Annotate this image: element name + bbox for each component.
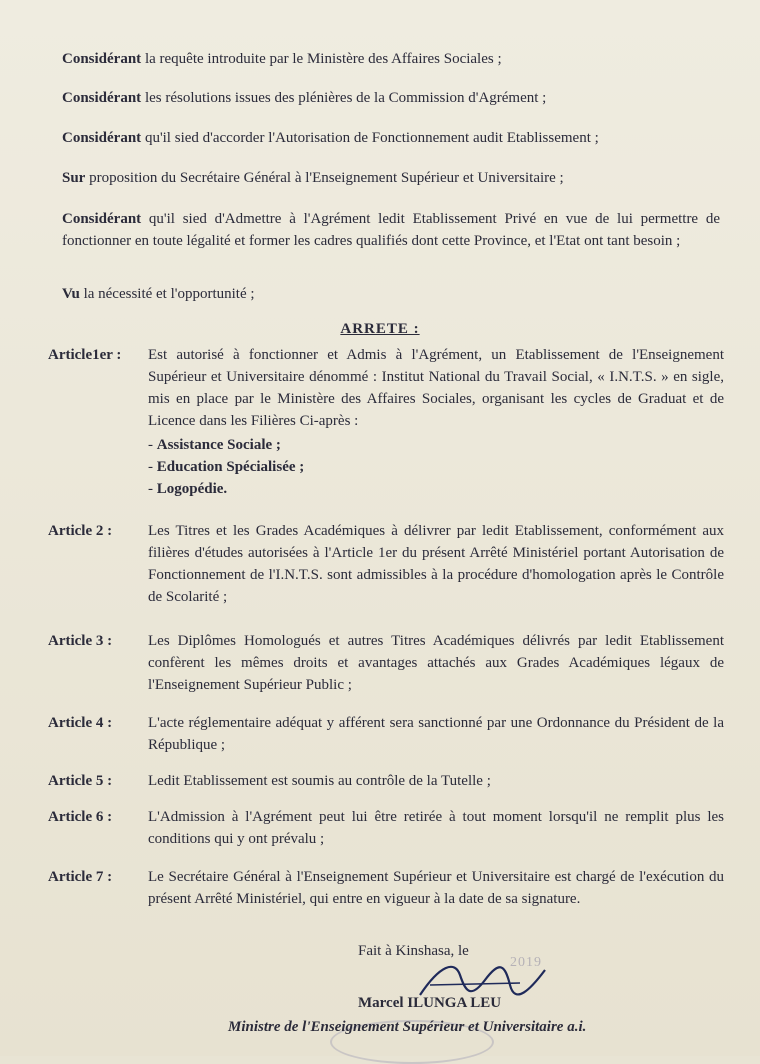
article-5: [48, 770, 724, 792]
article-text: L'acte réglementaire adéquat y afférent sera sanctionné par une Ordonnance du Président de la République ;: [148, 715, 724, 753]
article-text: Le Secrétaire Général à l'Enseignement Supérieur et Universitaire est chargé de l'exécution du présent Arrêté Ministériel, qui entre en vigueur à la date de sa signature.: [148, 869, 724, 907]
article-6: [48, 806, 724, 850]
preamble-line-1: [62, 48, 720, 70]
preamble-text: qu'il sied d'Admettre à l'Agrément ledit Etablissement Privé en vue de lui permettre de fonctionner en toute légalité et former les cadres qualifiés dont cette Province, et l'Etat ont tant besoin ;: [62, 211, 720, 249]
article-text: Les Diplômes Homologués et autres Titres Académiques délivrés par ledit Etablissement confèrent les mêmes droits et avantages attachés aux Grades Académiques légaux de l'Enseignement Supérieur Public ;: [148, 633, 724, 693]
article-text: [148, 344, 724, 500]
article-label: Article1er :: [48, 347, 122, 363]
preamble-text: les résolutions issues des plénières de la Commission d'Agrément ;: [141, 90, 547, 106]
preamble-lead: Considérant: [62, 90, 142, 106]
article-label: Article 6 :: [48, 809, 113, 825]
preamble-line-6: [62, 283, 720, 305]
article-text: Les Titres et les Grades Académiques à délivrer par ledit Etablissement, conformément aux filières d'études autorisées à l'Article 1er du présent Arrêté Ministériel portant Autorisation de Fonctionnement de l'I.N.T.S. sont admissibles à la procédure d'homologation après le Contrôle de Scolarité ;: [148, 523, 724, 605]
preamble-line-4: [62, 167, 720, 189]
article-label: Article 3 :: [48, 633, 113, 649]
preamble-lead: Considérant: [62, 51, 142, 67]
programs-list: [148, 434, 724, 500]
article-label: Article 2 :: [48, 523, 113, 539]
preamble-line-5: [62, 208, 720, 252]
article-label: Article 5 :: [48, 773, 113, 789]
article-label: Article 4 :: [48, 715, 113, 731]
list-item: - Assistance Sociale ;: [148, 434, 724, 456]
preamble-line-2: [62, 87, 720, 109]
signing-place: Fait à Kinshasa, le: [358, 943, 469, 959]
decree-title: ARRETE :: [340, 321, 420, 337]
article-1: [48, 344, 724, 500]
list-item: - Logopédie.: [148, 478, 724, 500]
preamble-text: proposition du Secrétaire Général à l'Enseignement Supérieur et Universitaire ;: [85, 170, 564, 186]
article-body: Est autorisé à fonctionner et Admis à l'Agrément, un Etablissement de l'Enseignement Supérieur et Universitaire dénommé : Institut National du Travail Social, « I.N.T.S. » en sigle, mis en place par le Ministère des Affaires Sociales, organisant les cycles de Graduat et de Licence dans les Filières Ci-après :: [148, 347, 724, 429]
article-2: [48, 520, 724, 608]
preamble-lead: Considérant: [62, 130, 142, 146]
preamble-lead: Vu: [62, 286, 80, 302]
preamble-lead: Sur: [62, 170, 86, 186]
preamble-text: qu'il sied d'accorder l'Autorisation de Fonctionnement audit Etablissement ;: [141, 130, 599, 146]
article-7: [48, 866, 724, 910]
preamble-line-3: [62, 127, 720, 149]
article-text: Ledit Etablissement est soumis au contrôle de la Tutelle ;: [148, 773, 491, 789]
article-4: [48, 712, 724, 756]
article-3: [48, 630, 724, 696]
article-label: Article 7 :: [48, 869, 113, 885]
signer-title: Ministre de l'Enseignement Supérieur et Universitaire a.i.: [228, 1019, 587, 1035]
preamble-lead: Considérant: [62, 211, 142, 227]
signing-date-stamp: 2019: [510, 955, 542, 970]
article-text: L'Admission à l'Agrément peut lui être retirée à tout moment lorsqu'il ne remplit plus les conditions qui y ont prévalu ;: [148, 809, 724, 847]
signer-name: Marcel ILUNGA LEU: [358, 995, 502, 1011]
list-item: - Education Spécialisée ;: [148, 456, 724, 478]
preamble-text: la nécessité et l'opportunité ;: [79, 286, 255, 302]
preamble-text: la requête introduite par le Ministère des Affaires Sociales ;: [141, 51, 502, 67]
